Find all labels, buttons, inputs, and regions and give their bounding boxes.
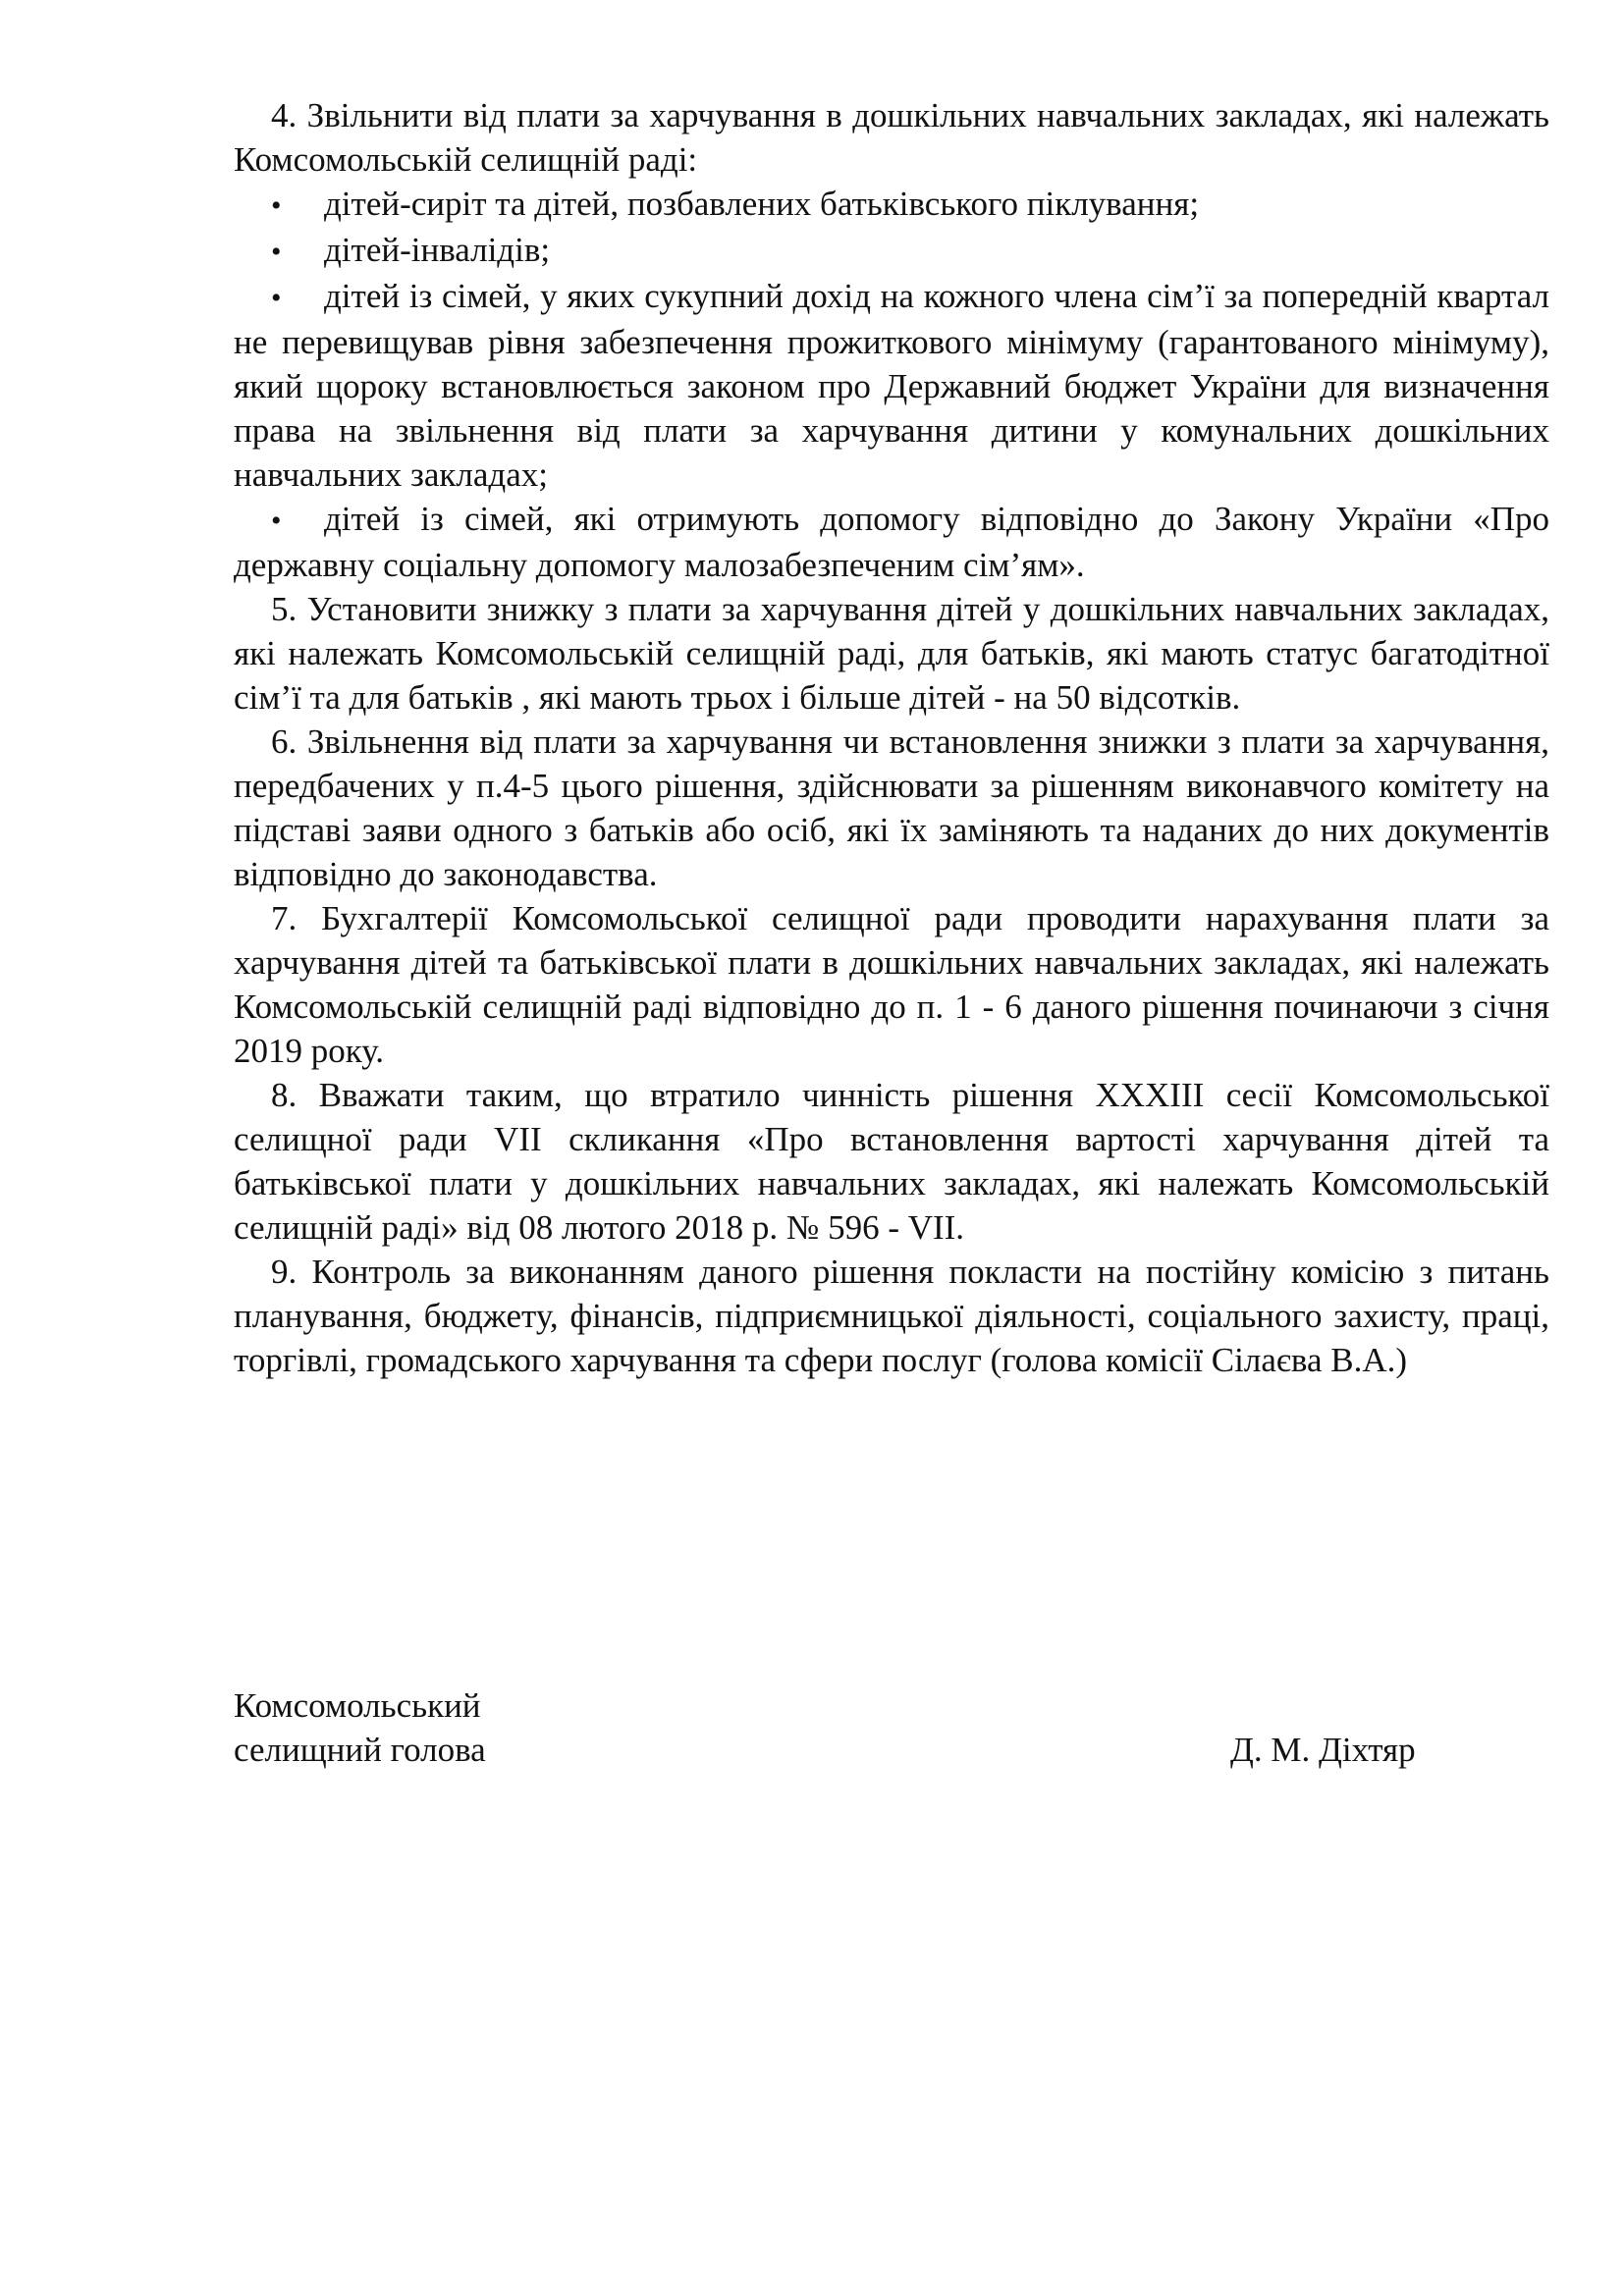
bullet-text: дітей із сімей, у яких сукупний дохід на кожного члена сім’ї за попередній квартал не перевищував рівня забезпечення прожиткового мінімуму (гарантованого мінімуму), який щороку встановлюється законом про Державний бюджет України для визначення права на звільнення від плати за харчування дитини у комунальних дошкільних навчальних закладах; <box>234 277 1549 494</box>
bullet-dot-icon: • <box>271 189 282 222</box>
bullet-text: дітей-інвалідів; <box>324 231 551 269</box>
signatory-title-line-1: Комсомольський <box>234 1686 481 1725</box>
signatory-title-line-2: селищний голова <box>234 1731 486 1769</box>
bullet-dot-icon: • <box>271 282 282 314</box>
list-item-bullet-2 <box>234 228 1549 274</box>
list-item-bullet-3 <box>234 274 1549 497</box>
bullet-text: дітей із сімей, які отримують допомогу відповідно до Закону України «Про державну соціальну допомогу малозабезпеченим сім’ям». <box>234 500 1549 584</box>
bullet-dot-icon: • <box>271 236 282 268</box>
bullet-text: дітей-сиріт та дітей, позбавлених батьківського піклування; <box>324 185 1200 223</box>
signatory-title <box>234 1683 486 1772</box>
list-item-bullet-4 <box>234 497 1549 587</box>
document-body <box>234 93 1549 1382</box>
signatory-name: Д. М. Діхтяр <box>1230 1731 1416 1769</box>
item-7: 7. Бухгалтерії Комсомольської селищної ради проводити нарахування плати за харчування дітей та батьківської плати в дошкільних навчальних закладах, які належать Комсомольській селищній раді відповідно до п. 1 - 6 даного рішення починаючи з січня 2019 року. <box>234 899 1549 1070</box>
item-8: 8. Вважати таким, що втратило чинність рішення XXXIII сесії Комсомольської селищної ради VII скликання «Про встановлення вартості харчування дітей та батьківської плати у дошкільних навчальних закладах, які належать Комсомольській селищній раді» від 08 лютого 2018 р. № 596 - VII. <box>234 1076 1549 1247</box>
item-9: 9. Контроль за виконанням даного рішення покласти на постійну комісію з питань планування, бюджету, фінансів, підприємницької діяльності, соціального захисту, праці, торгівлі, громадського харчування та сфери послуг (голова комісії Сілаєва В.А.) <box>234 1253 1549 1379</box>
item-6: 6. Звільнення від плати за харчування чи встановлення знижки з плати за харчування, передбачених у п.4-5 цього рішення, здійснювати за рішенням виконавчого комітету на підставі заяви одного з батьків або осіб, які їх заміняють та наданих до них документів відповідно до законодавства. <box>234 722 1549 893</box>
item-4-intro: 4. Звільнити від плати за харчування в дошкільних навчальних закладах, які належать Комсомольській селищній раді: <box>234 96 1549 179</box>
list-item-bullet-1 <box>234 182 1549 228</box>
bullet-dot-icon: • <box>271 505 282 537</box>
item-5: 5. Установити знижку з плати за харчування дітей у дошкільних навчальних закладах, які належать Комсомольській селищній раді, для батьків, які мають статус багатодітної сім’ї та для батьків , які мають трьох і більше дітей - на 50 відсотків. <box>234 590 1549 717</box>
